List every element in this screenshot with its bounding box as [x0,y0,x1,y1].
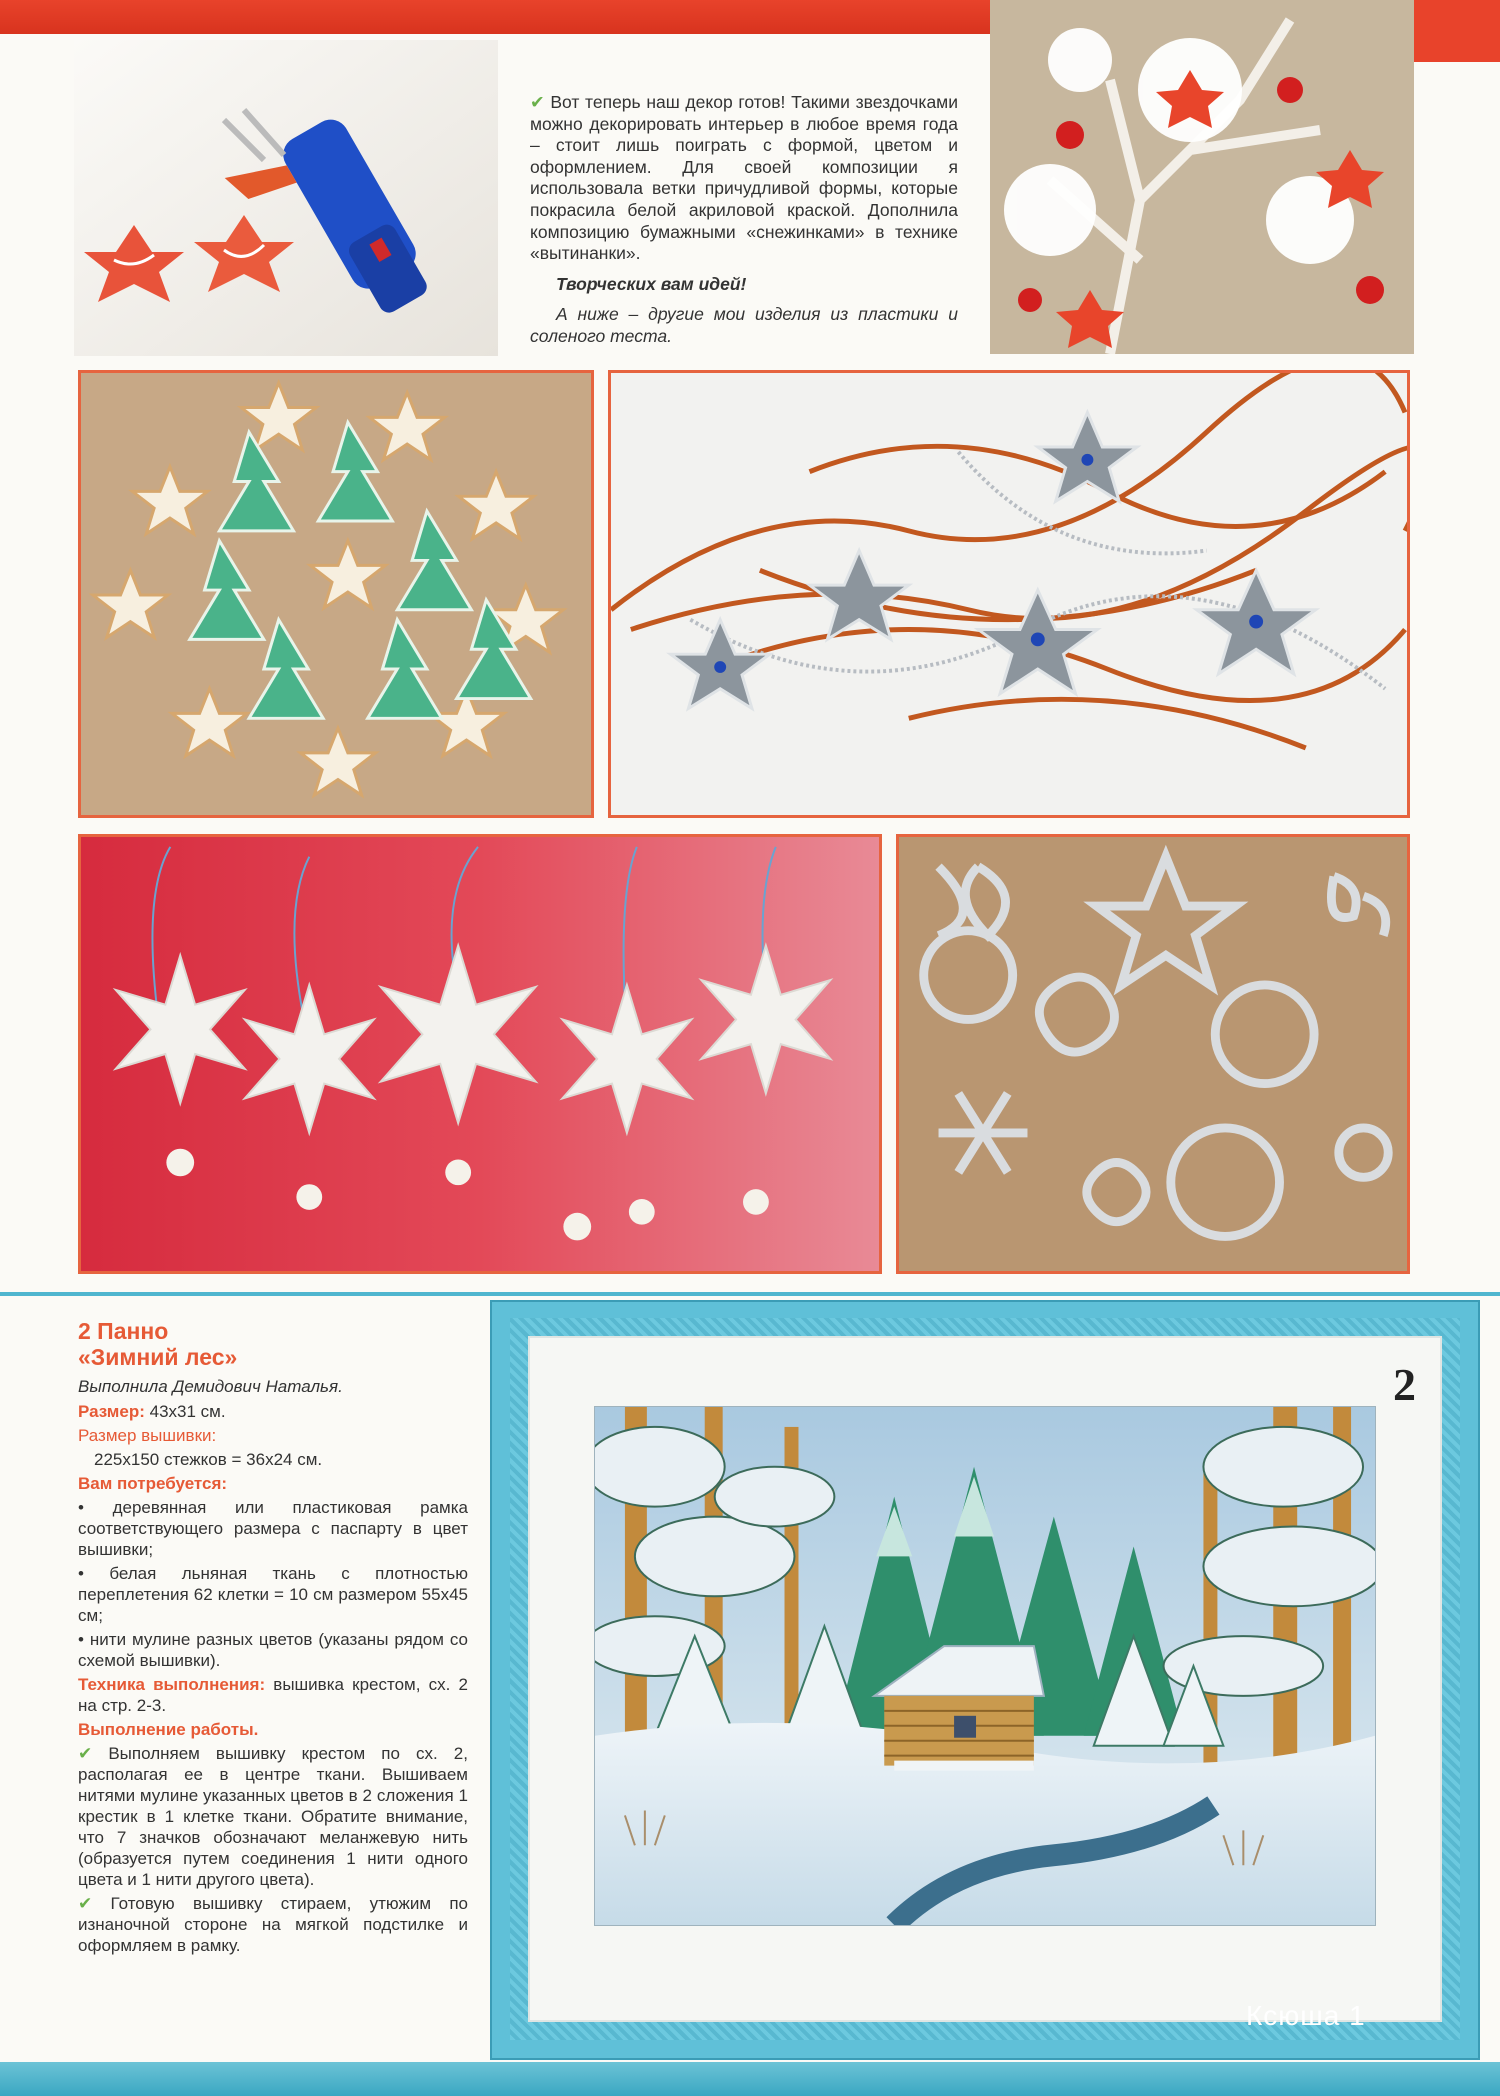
bottom-color-band [0,2062,1500,2096]
embroidery-size-label: Размер вышивки: [78,1426,217,1445]
article-title-number: 2 Панно [78,1318,169,1344]
work-step: Готовую вышивку стираем, утюжим по изнаночной стороне на мягкой подстилке и оформляем в рамку. [78,1894,468,1955]
author-line: Выполнила Демидович Наталья. [78,1377,343,1396]
article-title-name: «Зимний лес» [78,1344,238,1370]
intro-paragraph: Вот теперь наш декор готов! Такими звездочками можно декорировать интерьер в любое время года – стоит лишь поиграть с формой, цветом и оформлением. Для своей композиции я использовала ветки причудливой формы, которые покрасила белой акриловой краской. Дополнила композицию бумажными «снежинками» в технике «вытинанки». [530,92,958,264]
photo-silver-stars-branches [608,370,1410,818]
photo-white-stars-red [78,834,882,1274]
materials-item: • деревянная или пластиковая рамка соответствующего размера с паспарту в цвет вышивки; [78,1498,468,1559]
checkmark-icon: ✔ [78,1744,93,1763]
photo-silver-snowflakes [896,834,1410,1274]
materials-item: • нити мулине разных цветов (указаны рядом со схемой вышивки). [78,1630,468,1670]
checkmark-icon: ✔ [530,92,545,112]
embroidery-size-value: 225x150 стежков = 36x24 см. [94,1450,323,1469]
below-note: А ниже – другие мои изделия из пластики и соленого теста. [530,304,958,346]
magazine-signature: Ксюша 1 [1246,2000,1366,2031]
technique-label: Техника выполнения: [78,1675,266,1694]
winter-forest-embroidery [594,1406,1376,1926]
photo-glue-gun-stars [74,40,498,356]
photo-dough-stars-trees [78,370,594,818]
panel-number: 2 [1393,1359,1416,1410]
closing-line: Творческих вам идей! [556,273,747,294]
work-label: Выполнение работы. [78,1720,259,1739]
article-column [78,1318,468,1959]
size-label: Размер: [78,1402,145,1421]
page-corner-tab [1410,0,1500,62]
intro-text [530,92,958,357]
materials-item: • белая льняная ткань с плотностью переплетения 62 клетки = 10 см размером 55x45 см; [78,1564,468,1625]
checkmark-icon: ✔ [78,1894,93,1913]
work-step: Выполняем вышивку крестом по сх. 2, располагая ее в центре ткани. Вышиваем нитями мулине указанных цветов в 2 сложения 1 крестик в 1 клетке ткани. Обратите внимание, что 7 значков обозначают меланжевую нить (образуется путем соединения 1 нити одного цвета и 1 нити другого цвета). [78,1744,468,1889]
section-divider [0,1292,1500,1296]
materials-label: Вам потребуется: [78,1474,228,1493]
technique-value: вышивка крестом, сх. 2 на стр. 2-3. [78,1675,468,1715]
photo-branches-snowflakes [990,0,1414,354]
size-value: 43x31 см. [149,1402,226,1421]
